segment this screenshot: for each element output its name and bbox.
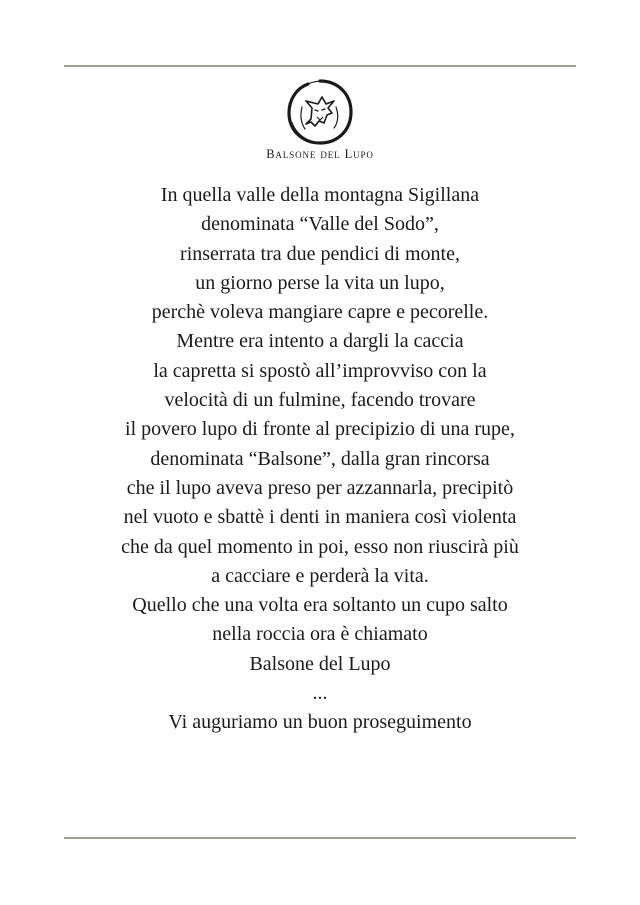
poem-text bbox=[0, 181, 640, 738]
brand-name: Balsone del Lupo bbox=[266, 147, 374, 161]
poem-line: nella roccia ora è chiamato bbox=[212, 623, 428, 646]
poem-line: nel vuoto e sbattè i denti in maniera così violenta bbox=[123, 506, 517, 529]
top-divider bbox=[64, 65, 576, 67]
bottom-divider bbox=[64, 837, 576, 839]
poem-line: denominata “Balsone”, dalla gran rincorsa bbox=[150, 447, 490, 470]
poem-line: Vi auguriamo un buon proseguimento bbox=[168, 711, 472, 734]
poem-line: Balsone del Lupo bbox=[249, 652, 391, 675]
poem-line: la capretta si spostò all’improvviso con la bbox=[153, 359, 487, 382]
wolf-circle-logo-icon bbox=[284, 77, 356, 147]
poem-line: un giorno perse la vita un lupo, bbox=[195, 271, 445, 294]
poem-line: Mentre era intento a dargli la caccia bbox=[176, 330, 464, 353]
poem-line: che da quel momento in poi, esso non riuscirà più bbox=[121, 535, 519, 558]
poem-line: rinserrata tra due pendici di monte, bbox=[180, 242, 460, 265]
poem-line: che il lupo aveva preso per azzannarla, precipitò bbox=[126, 476, 514, 499]
poem-line: denominata “Valle del Sodo”, bbox=[201, 213, 439, 236]
poem-line: Quello che una volta era soltanto un cupo salto bbox=[132, 594, 508, 617]
poem-line: il povero lupo di fronte al precipizio di una rupe, bbox=[125, 418, 515, 441]
poem-line: perchè voleva mangiare capre e pecorelle. bbox=[151, 301, 489, 324]
poem-line: a cacciare e perderà la vita. bbox=[211, 564, 429, 587]
poem-line: ... bbox=[312, 682, 328, 705]
poem-line: In quella valle della montagna Sigillana bbox=[160, 184, 480, 206]
poem-line: velocità di un fulmine, facendo trovare bbox=[164, 389, 476, 412]
